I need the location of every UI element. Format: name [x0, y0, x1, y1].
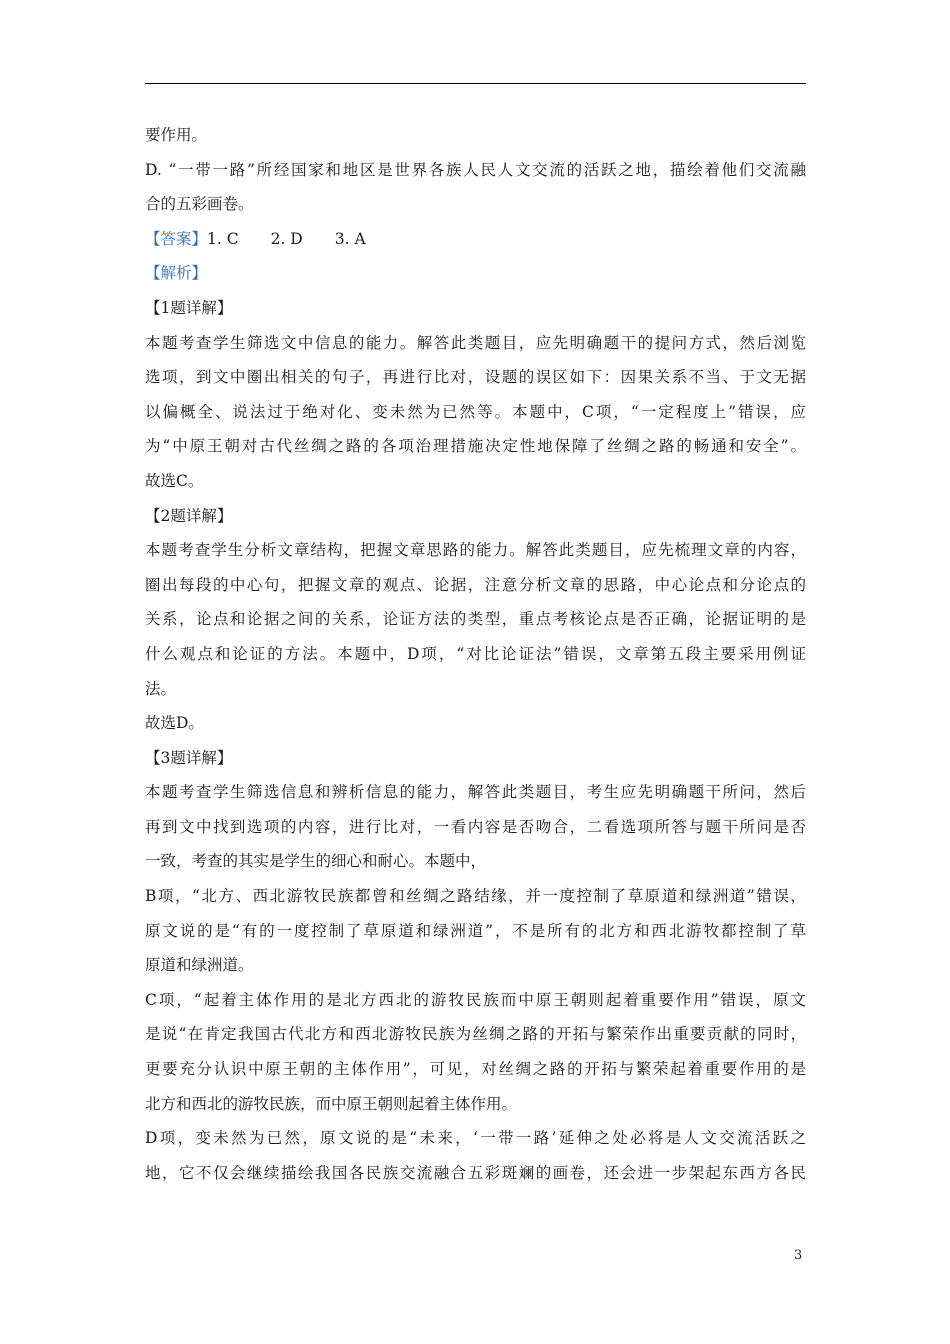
page-number: 3: [794, 1248, 803, 1263]
text-line: 为“中原王朝对古代丝绸之路的各项治理措施决定性地保障了丝绸之路的畅通和安全”。: [145, 437, 806, 456]
document-body: [145, 118, 806, 1190]
section-heading: 【1题详解】: [145, 298, 233, 317]
answer-label: 【答案】: [145, 229, 208, 248]
answer-item: 3. A: [334, 229, 366, 248]
text-line: 北方和西北的游牧民族，而中原王朝则起着主体作用。: [145, 1094, 518, 1113]
answer-line: [145, 222, 806, 257]
text-line: 合的五彩画卷。: [145, 195, 254, 214]
header-rule: [145, 83, 806, 84]
text-line: B项，“北方、西北游牧民族都曾和丝绸之路结缘，并一度控制了草原道和绿洲道”错误，: [145, 887, 806, 906]
text-line: 故选D。: [145, 714, 204, 733]
section-heading: 【3题详解】: [145, 748, 233, 767]
option-d-line: D. “一带一路”所经国家和地区是世界各族人民人文交流的活跃之地，描绘着他们交流融: [145, 160, 806, 179]
text-line: 地，它不仅会继续描绘我国各民族交流融合五彩斑斓的画卷，还会进一步架起东西方各民: [145, 1163, 806, 1182]
text-line: 原文说的是“有的一度控制了草原道和绿洲道”，不是所有的北方和西北游牧都控制了草: [145, 921, 806, 940]
text-line: 故选C。: [145, 471, 204, 490]
text-line: 法。: [145, 679, 177, 698]
section-heading: 【2题详解】: [145, 506, 233, 525]
text-line: 关系，论点和论据之间的关系，论证方法的类型，重点考核论点是否正确，论据证明的是: [145, 610, 806, 629]
text-line: 选项，到文中圈出相关的句子，再进行比对，设题的误区如下：因果关系不当、于文无据: [145, 368, 806, 387]
text-line: 更要充分认识中原王朝的主体作用”，可见，对丝绸之路的开拓与繁荣起着重要作用的是: [145, 1060, 806, 1079]
text-line: 是说“在肯定我国古代北方和西北游牧民族为丝绸之路的开拓与繁荣作出重要贡献的同时，: [145, 1025, 806, 1044]
text-line: C项，“起着主体作用的是北方西北的游牧民族而中原王朝则起着重要作用”错误，原文: [145, 990, 806, 1009]
text-line: 要作用。: [145, 126, 208, 144]
text-line: 本题考查学生筛选文中信息的能力。解答此类题目，应先明确题干的提问方式，然后浏览: [145, 333, 806, 352]
analysis-label: 【解析】: [145, 264, 208, 283]
text-line: 一致，考查的其实是学生的细心和耐心。本题中，: [145, 852, 487, 871]
answer-item: 2. D: [270, 229, 303, 248]
text-line: 再到文中找到选项的内容，进行比对，一看内容是否吻合，二看选项所答与题干所问是否: [145, 817, 806, 836]
text-line: 本题考查学生筛选信息和辨析信息的能力，解答此类题目，考生应先明确题干所问，然后: [145, 783, 806, 802]
text-line: 本题考查学生分析文章结构，把握文章思路的能力。解答此类题目，应先梳理文章的内容，: [145, 541, 806, 560]
answer-item: 1. C: [207, 229, 239, 248]
text-line: 圈出每段的中心句，把握文章的观点、论据，注意分析文章的思路，中心论点和分论点的: [145, 575, 806, 594]
text-line: 原道和绿洲道。: [145, 956, 254, 975]
text-line: 什么观点和论证的方法。本题中，D项，“对比论证法”错误，文章第五段主要采用例证: [145, 644, 806, 663]
text-line: D项，变未然为已然，原文说的是“未来，‘一带一路’延伸之处必将是人文交流活跃之: [145, 1129, 806, 1148]
text-line: 以偏概全、说法过于绝对化、变未然为已然等。本题中，C项，“一定程度上”错误，应: [145, 402, 806, 421]
